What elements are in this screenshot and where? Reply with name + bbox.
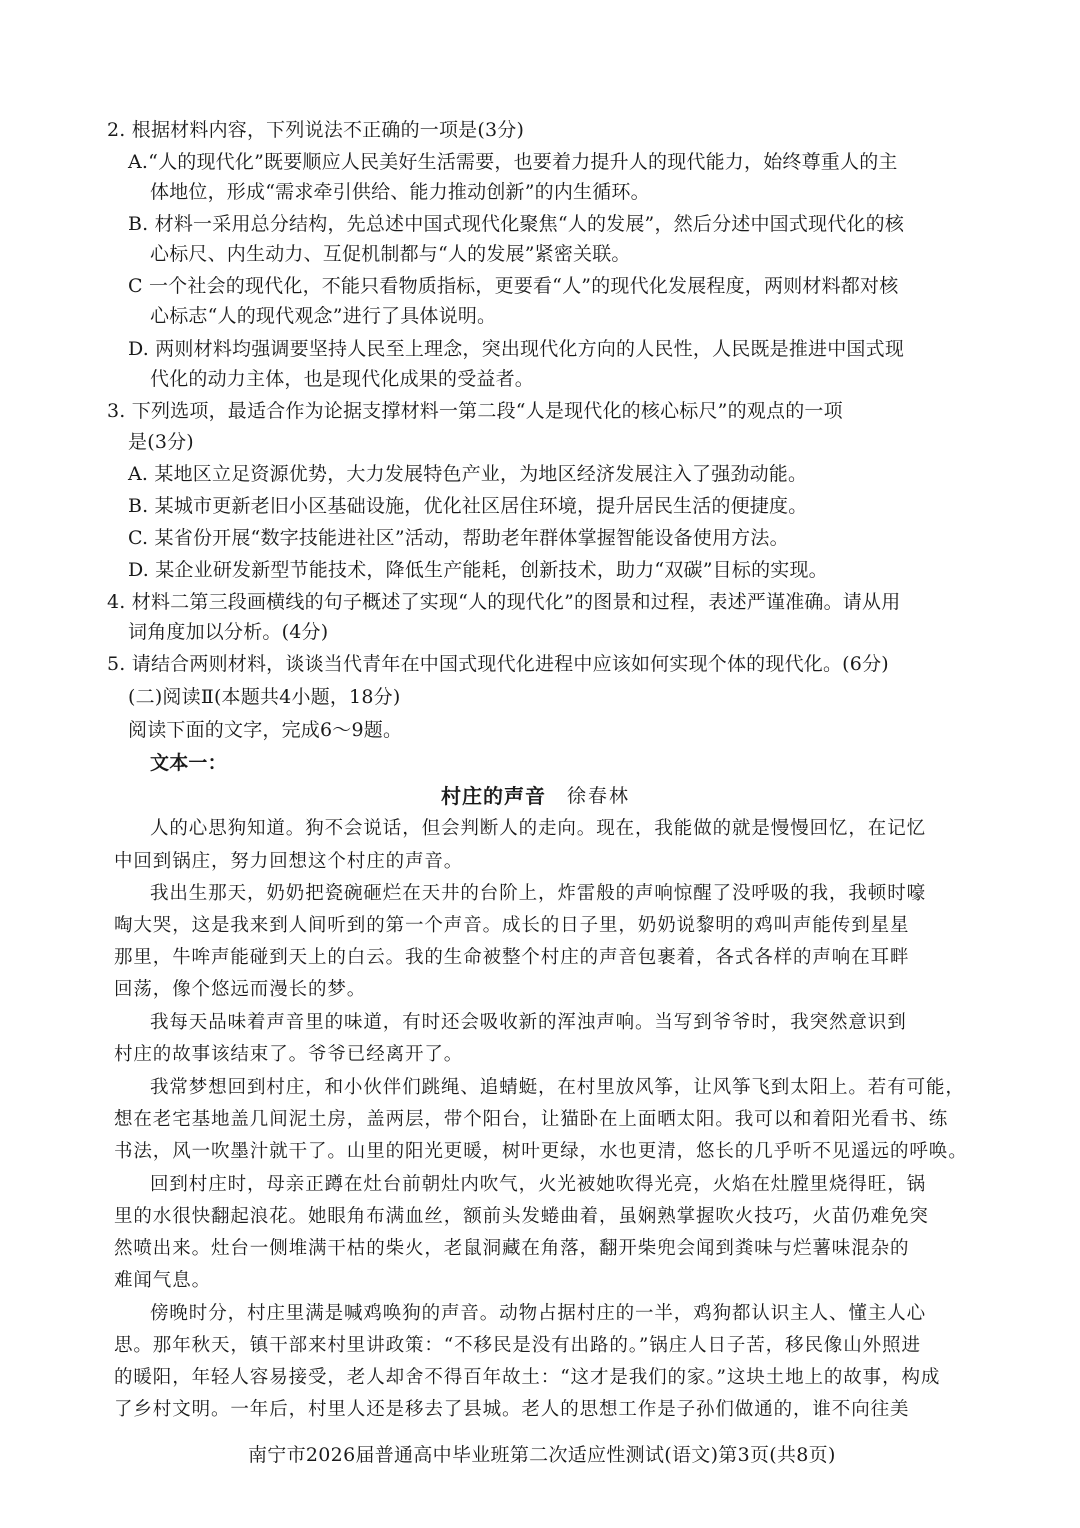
story-line: 中回到锅庄，努力回想这个村庄的声音。 xyxy=(114,851,464,872)
question-4-line1: 4. 材料二第三段画横线的句子概述了实现“人的现代化”的图景和过程，表述严谨准确。请从用 xyxy=(107,591,901,613)
story-line: 啕大哭，这是我来到人间听到的第一个声音。成长的日子里，奶奶说黎明的鸡叫声能传到星星 xyxy=(114,915,910,936)
story-line: 傍晚时分，村庄里满是喊鸡唤狗的声音。动物占据村庄的一半，鸡狗都认识主人、懂主人心 xyxy=(150,1303,927,1324)
question-3-option-b: B. 某城市更新老旧小区基础设施，优化社区居住环境，提升居民生活的便捷度。 xyxy=(128,495,808,517)
question-3-stem-line1: 3. 下列选项，最适合作为论据支撑材料一第二段“人是现代化的核心标尺”的观点的一项 xyxy=(107,400,843,422)
story-line: 想在老宅基地盖几间泥土房，盖两层，带个阳台，让猫卧在上面晒太阳。我可以和着阳光看书、练 xyxy=(114,1109,949,1130)
story-line: 我出生那天，奶奶把瓷碗砸烂在天井的台阶上，炸雷般的声响惊醒了没呼吸的我，我顿时嚎 xyxy=(150,883,927,904)
story-line: 了乡村文明。一年后，村里人还是移去了县城。老人的思想工作是子孙们做通的，谁不向往美 xyxy=(114,1399,910,1420)
question-2-option-c-line2: 心标志“人的现代观念”进行了具体说明。 xyxy=(150,305,497,327)
question-2-option-a-line2: 体地位，形成“需求牵引供给、能力推动创新”的内生循环。 xyxy=(150,181,650,203)
story-line: 的暖阳，年轻人容易接受，老人却舍不得百年故土：“这才是我们的家。”这块土地上的故事，构成 xyxy=(114,1367,941,1388)
question-2-option-b-line2: 心标尺、内生动力、互促机制都与“人的发展”紧密关联。 xyxy=(150,243,631,265)
question-2-option-b-line1: B. 材料一采用总分结构，先总述中国式现代化聚焦“人的发展”，然后分述中国式现代化的核 xyxy=(128,213,905,235)
question-3-option-c: C. 某省份开展“数字技能进社区”活动，帮助老年群体掌握智能设备使用方法。 xyxy=(128,527,789,549)
story-title: 村庄的声音 xyxy=(441,784,546,808)
question-3-stem-line2: 是(3分) xyxy=(128,431,194,453)
story-line: 回荡，像个悠远而漫长的梦。 xyxy=(114,979,367,1000)
story-line: 我常梦想回到村庄，和小伙伴们跳绳、追蜻蜓，在村里放风筝，让风筝飞到太阳上。若有可能， xyxy=(150,1077,965,1098)
page-footer: 南宁市2026届普通高中毕业班第二次适应性测试(语文)第3页(共8页) xyxy=(248,1444,836,1466)
story-author: 徐春林 xyxy=(567,785,631,807)
story-line: 回到村庄时，母亲正蹲在灶台前朝灶内吹气，火光被她吹得光亮，火焰在灶膛里烧得旺，锅 xyxy=(150,1174,927,1195)
question-4-line2: 词角度加以分析。(4分) xyxy=(128,621,329,643)
story-line: 里的水很快翻起浪花。她眼角布满血丝，额前头发蜷曲着，虽娴熟掌握吹火技巧，火苗仍难免突 xyxy=(114,1206,929,1227)
story-line: 难闻气息。 xyxy=(114,1270,212,1291)
section-instruction: 阅读下面的文字，完成6～9题。 xyxy=(128,719,403,741)
story-line: 村庄的故事该结束了。爷爷已经离开了。 xyxy=(114,1044,464,1065)
question-2-stem: 2. 根据材料内容，下列说法不正确的一项是(3分) xyxy=(107,119,525,141)
question-3-option-d: D. 某企业研发新型节能技术，降低生产能耗，创新技术，助力“双碳”目标的实现。 xyxy=(128,559,828,581)
text-one-label: 文本一： xyxy=(150,752,227,774)
question-2-option-a-line1: A.“人的现代化”既要顺应人民美好生活需要，也要着力提升人的现代能力，始终尊重人的主 xyxy=(128,151,898,173)
question-5-line1: 5. 请结合两则材料，谈谈当代青年在中国式现代化进程中应该如何实现个体的现代化。(6分) xyxy=(107,653,889,675)
story-line: 我每天品味着声音里的味道，有时还会吸收新的浑浊声响。当写到爷爷时，我突然意识到 xyxy=(150,1012,907,1033)
question-2-option-c-line1: C 一个社会的现代化，不能只看物质指标，更要看“人”的现代化发展程度，两则材料都对核 xyxy=(128,275,899,297)
story-line: 书法，风一吹墨汁就干了。山里的阳光更暖，树叶更绿，水也更清，悠长的几乎听不见遥远的呼唤。 xyxy=(114,1141,968,1162)
story-line: 那里，牛哞声能碰到天上的白云。我的生命被整个村庄的声音包裹着，各式各样的声响在耳畔 xyxy=(114,947,910,968)
question-2-option-d-line2: 代化的动力主体，也是现代化成果的受益者。 xyxy=(150,368,535,390)
question-3-option-a: A. 某地区立足资源优势，大力发展特色产业，为地区经济发展注入了强劲动能。 xyxy=(128,463,808,485)
story-line: 人的心思狗知道。狗不会说话，但会判断人的走向。现在，我能做的就是慢慢回忆，在记忆 xyxy=(150,818,927,839)
story-line: 然喷出来。灶台一侧堆满干枯的柴火，老鼠洞藏在角落，翻开柴兜会闻到粪味与烂薯味混杂的 xyxy=(114,1238,910,1259)
section-heading: (二)阅读Ⅱ(本题共4小题，18分) xyxy=(128,686,401,708)
story-line: 思。那年秋天，镇干部来村里讲政策：“不移民是没有出路的。”锅庄人日子苦，移民像山外照进 xyxy=(114,1335,921,1356)
question-2-option-d-line1: D. 两则材料均强调要坚持人民至上理念，突出现代化方向的人民性，人民既是推进中国式现 xyxy=(128,338,905,360)
